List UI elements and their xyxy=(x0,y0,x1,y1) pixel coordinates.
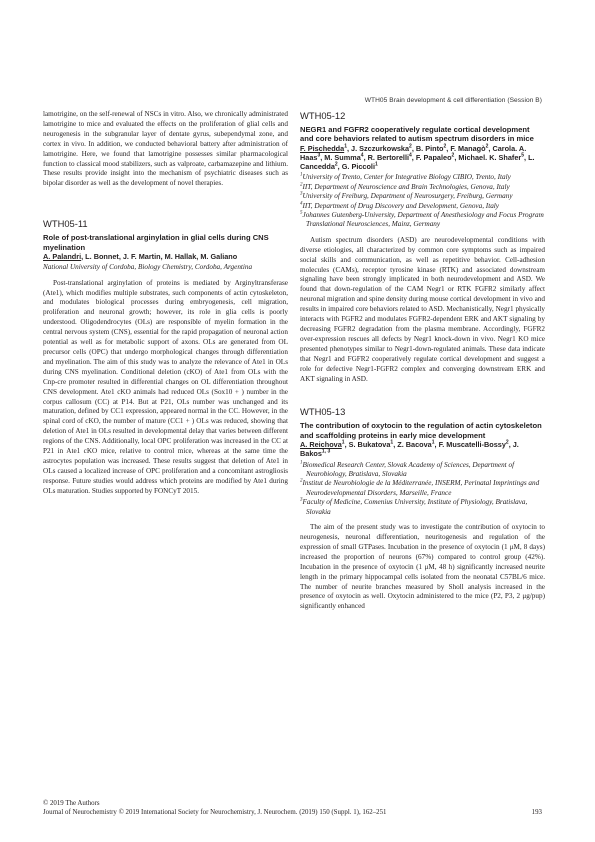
journal-citation: Journal of Neurochemistry © 2019 International Society for Neurochemistry, J. Neurochem. (2019) 150 (Suppl. 1), 162–251 xyxy=(43,809,387,816)
affiliation-marker: 1 xyxy=(300,460,303,466)
affiliation: $^3$Faculty of Medicine, Comenius University, Institute of Physiology, Bratislava, Slovakia xyxy=(300,497,528,516)
author-affiliation-marker: 1 xyxy=(374,161,378,168)
abstract-title: NEGR1 and FGFR2 cooperatively regulate cortical development and core behaviors related to autism spectrum disorders in mice xyxy=(300,125,534,144)
author-name: J. Bakos xyxy=(300,440,519,459)
affiliation-marker: 5 xyxy=(300,210,303,216)
abstract-title: The contribution of oxytocin to the regulation of actin cytoskeleton and scaffolding proteins in early mice development xyxy=(300,421,542,440)
abstract-authors: A. Reichova$^1$, S. Bukatova$^1$, Z. Bacova$^1$, F. Muscatelli-Bossy$^2$, J. Bakos$^{1, 3}$ xyxy=(300,439,519,459)
author-name: L. Cancedda xyxy=(300,153,535,172)
abstract-wth05-11 xyxy=(43,218,288,496)
author-affiliation-marker: 2 xyxy=(485,143,489,150)
author-affiliation-marker: 2 xyxy=(451,152,455,159)
author-affiliation-marker: 3 xyxy=(317,152,321,159)
author-affiliation-marker: 2 xyxy=(334,161,338,168)
author-name: A. Reichova xyxy=(300,440,342,450)
author-name: Michael. K. Shafer xyxy=(458,153,522,163)
author-name: J. Szczurkowska xyxy=(351,143,410,153)
running-head: WTH05 Brain development & cell differentiation (Session B) xyxy=(364,97,542,104)
abstract-wth05-13 xyxy=(300,406,545,612)
abstract-wth05-12 xyxy=(300,110,545,384)
author-affiliation-marker: 2 xyxy=(409,143,412,150)
co-authors: , L. Bonnet, J. F. Martin, M. Hallak, M. Galiano xyxy=(81,252,238,262)
affiliation: National University of Cordoba, Biology Chemistry, Cordoba, Argentina xyxy=(43,263,253,272)
author-affiliation-marker: 1 xyxy=(390,439,394,446)
author-name: F. Muscatelli-Bossy xyxy=(438,440,506,450)
author-affiliation-marker: 1 xyxy=(341,439,345,446)
affiliation-marker: 3 xyxy=(300,191,303,197)
author-affiliation-marker: 1, 3 xyxy=(321,449,331,456)
abstract-title: Role of post-translational arginylation in glial cells during CNS myelination xyxy=(43,233,269,252)
author-name: F. Managò xyxy=(450,143,486,153)
abstract-body: The aim of the present study was to investigate the contribution of oxytocin to neurogenesis, neuronal differentiation, neuritogenesis and regulation of the expression of small GTPases. Incubation in the presence of oxytocin (1 μM, 8 days) increased the proportion of neurons (67%) compared to control group (42%). Incubation in the presence of oxytocin (1 μM, 48 h) significantly increased neurite length in the primary hippocampal cells isolated from the neonatal C57BL/6 mice. The number of neurite branches measured by Sholl analysis increased in the presence of oxytocin as well. Oxytocin administered to the mice (P2, P3, 2 μg/pup) significantly enhanced xyxy=(300,523,545,611)
affiliation-marker: 4 xyxy=(300,201,303,207)
affiliation: $^3$University of Freiburg, Department of Neurosurgery, Freiburg, Germany xyxy=(300,191,513,201)
author-name: G. Piccoli xyxy=(341,162,375,172)
author-name: R. Bertorelli xyxy=(367,153,409,163)
author-name: F. Pischedda xyxy=(300,143,345,153)
abstract-authors xyxy=(43,252,288,261)
intro-paragraph: lamotrigine, on the self-renewal of NSCs in vitro. Also, we chronically administrated lamotrigine to mice and evaluated the effects on the proliferation of glial cells and neurogenesis in the subgranular layer of dentate gyrus, subependymal zone, and cortex in vivo. In addition, we conducted behavioral battery after administration of lamotrigine. Here, we found that lamotrigine possesses similar pharmacological function to classical mood stabilizers, such as valproate, carbamazepine and lithium. These results provide insight into the mechanism of psychiatric diseases such as bipolar disorder as well as the development of novel therapies. xyxy=(43,110,288,188)
affiliation: $^4$IIT, Department of Drug Discovery and Development, Genova, Italy xyxy=(300,201,499,210)
author-affiliation-marker: 5 xyxy=(521,152,525,159)
affiliation-marker: 2 xyxy=(300,182,303,188)
abstract-authors: F. Pischedda$^1$, J. Szczurkowska$^2$, B. Pinto$^2$, F. Managò$^2$, Carola. A. Haas$^3$, M. Summa$^4$, R. Bertorelli$^4$, F. Papaleo$^2$, Michael. K. Shafer$^5$, L. Cancedda$^2$, G. Piccoli$^1$ xyxy=(300,143,535,172)
author-affiliation-marker: 4 xyxy=(360,152,364,159)
affiliations xyxy=(300,461,545,517)
affiliation: $^1$Biomedical Research Center, Slovak Academy of Sciences, Department of Neurobiology, Bratislava, Slovakia xyxy=(300,460,515,479)
affiliation: $^2$IIT, Department of Neuroscience and Brain Technologies, Genova, Italy xyxy=(300,182,510,191)
author-name: Z. Bacova xyxy=(397,440,432,450)
affiliation: $^1$University of Trento, Center for Integrative Biology CIBIO, Trento, Italy xyxy=(300,173,511,182)
affiliation: $^5$Johannes Gutenberg-University, Department of Anesthesiology and Focus Program Translational Neurosciences, Mainz, Germany xyxy=(300,210,544,229)
affiliations xyxy=(300,173,545,229)
right-column xyxy=(300,110,545,612)
author-name: B. Pinto xyxy=(415,143,444,153)
author-affiliation-marker: 2 xyxy=(505,439,509,446)
abstract-id: WTH05-13 xyxy=(300,406,346,418)
left-column xyxy=(43,110,288,497)
page-number: 193 xyxy=(531,809,542,816)
abstract-body: Autism spectrum disorders (ASD) are neurodevelopmental conditions with diverse etiologies, all characterized by common core symptoms such as impaired social skills and communication, as well as repetitive behavior. Cell-adhesion molecules (CAMs), receptor tyrosine kinase (RTK) and associated downstream signaling have been strongly implicated in both neurodevelopment and ASD. We found that down-regulation of the CAM Negr1 or RTK FGFR2 similarly affect neuronal migration and spine density during mouse cortical development in vivo and results in impaired core behaviors related to ASD. Mechanistically, Negr1 physically interacts with FGFR2 and modulates FGFR2-dependent ERK and AKT signaling by decreasing FGFR2 degradation from the plasma membrane. Accordingly, FGFR2 over-expression rescues all defects by Negr1 knock-down in vivo. Negr1 KO mice presented phenotypes similar to Negr1-down-regulated animals. These data indicate that Negr1 and FGFR2 cooperatively regulate cortical development and suggest a role for defective Negr1-FGFR2 complex and converging downstream ERK and AKT signaling in ASD. xyxy=(300,235,545,383)
author-name: F. Papaleo xyxy=(415,153,452,163)
author-name: S. Bukatova xyxy=(348,440,391,450)
affiliation-marker: 2 xyxy=(300,479,303,485)
author-name: M. Summa xyxy=(324,153,361,163)
author-affiliation-marker: 4 xyxy=(409,152,412,159)
affiliation-marker: 1 xyxy=(300,173,303,179)
author-affiliation-marker: 1 xyxy=(431,439,435,446)
affiliation: $^2$Institut de Neurobiologie de la Méditerranée, INSERM, Perinatal Imprintings and Neurodevelopmental Disorders, Marseille, France xyxy=(300,479,540,497)
author-affiliation-marker: 2 xyxy=(443,143,447,150)
footer-copyright: © 2019 The Authors xyxy=(43,800,100,807)
author-name: Carola. A. Haas xyxy=(300,143,527,163)
author-affiliation-marker: 1 xyxy=(344,143,347,150)
footer-journal-line xyxy=(43,808,542,817)
affiliation-marker: 3 xyxy=(300,497,303,503)
abstract-id: WTH05-12 xyxy=(300,110,346,121)
abstract-id: WTH05-11 xyxy=(43,218,88,230)
abstract-body: Post-translational arginylation of proteins is mediated by Arginyltransferase (Ate1), which modifies multiple substrates, such components of actin cytoskeleton, and modulates biological processes during embryogenesis, cell migration, proliferation and neuronal growth; however, its role in glia cells is poorly understood. Oligodendrocytes (OLs) are responsible of myelin formation in the central nervous system (CNS), essential for the rapid propagation of neuronal action potential as well as for metabolic support of axons. OLs are generated from OL precursor cells (OPC) that undergo morphological changes through differentiation and myelination. The aim of this study was to analyze the relevance of Ate1 in OLs during CNS myelination. Conditional deletion (cKO) of Ate1 from OLs with the Cnp-cre promoter resulted in differential changes on OL differentiation throughout CNS development. Ate1 cKO animals had reduced OLs (Sox10 + ) number in the corpus callosum (CC) at P14. But at P21, OLs number was unchanged and its maturation, defined by CC1 expression, appeared normal in the CC. However, in the spinal cord of cKO, the number of mature (CC1 + ) OLs was reduced, showing that deletion of Ate1 in OLs resulted in developmental delay that varies between different regions of the CNS. Additionally, local OPC proliferation was increased in the CC at P21 in Ate1 cKO mice, relative to control mice, whereas at the same time the astrocytes population was increased. These results suggest that deletion of Ate1 in OLs caused a localized increase of OPC proliferation and a concomitant astrogliosis response. Future studies would address which proteins are modified by Ate1 during OLs maturation. Studies supported by FONCyT 2015. xyxy=(43,278,288,495)
presenting-author: A. Palandri xyxy=(43,252,82,262)
